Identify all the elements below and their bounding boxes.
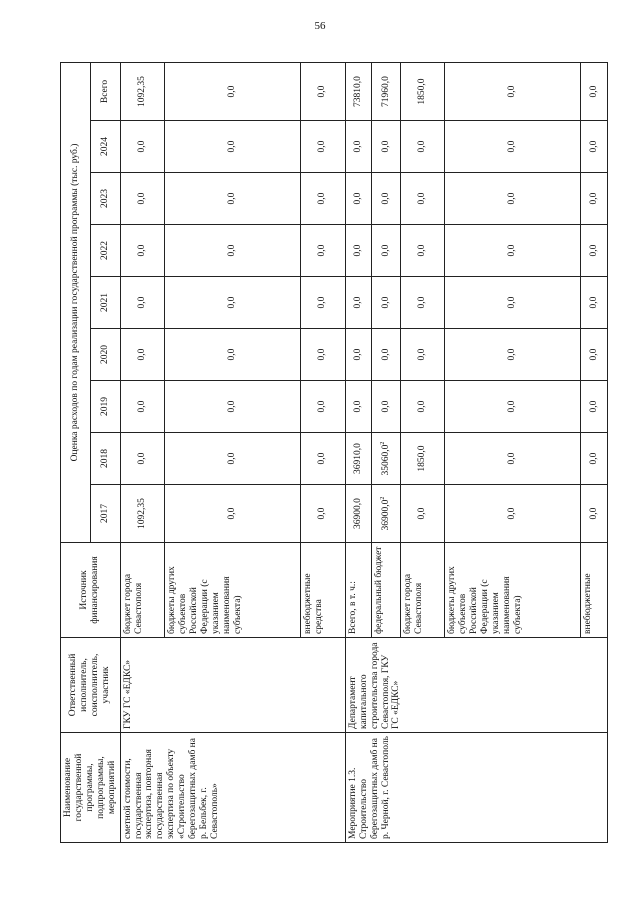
table-row (120, 62, 165, 842)
year-value (345, 432, 372, 484)
cell-value: 0,0 (417, 296, 428, 308)
year-value (120, 328, 165, 380)
cell-value: 0,0 (380, 296, 391, 308)
header-year: 2018 (90, 432, 120, 484)
header-year: 2019 (90, 380, 120, 432)
cell-value: 35060,0 (381, 444, 392, 475)
cell-value: 1850,0 (417, 444, 428, 472)
year-value (372, 484, 400, 542)
total-value (581, 62, 608, 120)
year-value (581, 484, 608, 542)
cell-value: 0,0 (507, 400, 518, 412)
cell-value: 0,0 (353, 192, 364, 204)
financing-source: внебюджетные средства (301, 542, 346, 637)
financing-source: федеральный бюджет (372, 542, 400, 637)
cell-value: 0,0 (507, 452, 518, 464)
total-value (301, 62, 346, 120)
header-name: Наименование государственной программы, подпрограммы, мероприятий (61, 732, 121, 842)
cell-value: 0,0 (227, 140, 238, 152)
cell-value: 0,0 (317, 348, 328, 360)
header-total: Всего (90, 62, 120, 120)
year-value (372, 120, 400, 172)
cell-value: 0,0 (507, 192, 518, 204)
cell-value: 0,0 (588, 85, 599, 97)
cell-value: 0,0 (137, 348, 147, 360)
year-value (372, 432, 400, 484)
cell-value: 71960,0 (380, 75, 391, 107)
financing-source: бюджеты других субъектов Российской Федерации (с указанием наименования субъекта) (445, 542, 581, 637)
measure-name: сметной стоимости, государственная экспертиза, повторная государственная экспертиза по объекту «Строительство берегозащитных дамб на р. Бельбек, г. Севастополь» (120, 732, 345, 842)
year-value (345, 276, 372, 328)
cell-value: 0,0 (588, 140, 599, 152)
header-year: 2023 (90, 172, 120, 224)
year-value (581, 328, 608, 380)
year-value (445, 432, 581, 484)
table-row (345, 62, 372, 842)
cell-value: 0,0 (137, 296, 147, 308)
page-number: 56 (314, 20, 326, 32)
cell-value: 0,0 (507, 244, 518, 256)
cell-value: 1092,35 (137, 75, 147, 107)
cell-value: 0,0 (317, 296, 328, 308)
total-value (165, 62, 301, 120)
footnote-mark: 2 (379, 496, 386, 500)
cell-value: 0,0 (137, 244, 147, 256)
total-value (445, 62, 581, 120)
year-value (301, 224, 346, 276)
header-responsible: Ответственный исполнитель, соисполнитель, участник (61, 637, 121, 732)
year-value (400, 432, 445, 484)
cell-value: 0,0 (227, 244, 238, 256)
year-value (345, 224, 372, 276)
cell-value: 0,0 (353, 296, 364, 308)
cell-value: 36900,0 (381, 499, 392, 530)
cell-value: 0,0 (588, 244, 599, 256)
year-value (445, 328, 581, 380)
year-value (400, 224, 445, 276)
cell-value: 0,0 (588, 507, 599, 519)
year-value (301, 432, 346, 484)
year-value (120, 484, 165, 542)
year-value (120, 172, 165, 224)
cell-value: 0,0 (417, 400, 428, 412)
year-value (345, 328, 372, 380)
header-row-1 (61, 62, 91, 842)
cell-value: 0,0 (507, 85, 518, 97)
year-value (400, 328, 445, 380)
year-value (165, 484, 301, 542)
cell-value: 0,0 (588, 348, 599, 360)
year-value (165, 380, 301, 432)
cell-value: 0,0 (317, 85, 328, 97)
cell-value: 0,0 (227, 452, 238, 464)
year-value (581, 120, 608, 172)
year-value (301, 120, 346, 172)
year-value (372, 328, 400, 380)
year-value (372, 276, 400, 328)
cell-value: 0,0 (417, 507, 428, 519)
cell-value: 0,0 (317, 140, 328, 152)
cell-value: 0,0 (317, 192, 328, 204)
cell-value: 0,0 (317, 507, 328, 519)
cell-value: 0,0 (137, 452, 147, 464)
total-value (345, 62, 372, 120)
header-estimate: Оценка расходов по годам реализации государственной программы (тыс. руб.) (61, 62, 91, 542)
year-value (581, 432, 608, 484)
cell-value: 1850,0 (417, 77, 428, 105)
year-value (400, 172, 445, 224)
year-value (400, 120, 445, 172)
cell-value: 0,0 (417, 348, 428, 360)
year-value (445, 172, 581, 224)
cell-value: 73810,0 (353, 75, 364, 107)
year-value (345, 120, 372, 172)
cell-value: 0,0 (317, 452, 328, 464)
cell-value: 0,0 (380, 348, 391, 360)
cell-value: 0,0 (353, 244, 364, 256)
year-value (581, 224, 608, 276)
cell-value: 0,0 (507, 348, 518, 360)
year-value (581, 276, 608, 328)
cell-value: 0,0 (417, 140, 428, 152)
cell-value: 36900,0 (353, 497, 364, 529)
total-value (372, 62, 400, 120)
year-value (581, 172, 608, 224)
cell-value: 0,0 (227, 296, 238, 308)
year-value (165, 328, 301, 380)
cell-value: 0,0 (353, 140, 364, 152)
cell-value: 0,0 (417, 244, 428, 256)
year-value (301, 276, 346, 328)
table-body (120, 62, 607, 842)
year-value (301, 380, 346, 432)
responsible-executor: Департамент капитального строительства города Севастополя, ГКУ ГС «ЕДКС» (345, 637, 607, 732)
header-year: 2021 (90, 276, 120, 328)
cell-value: 0,0 (507, 140, 518, 152)
cell-value: 0,0 (380, 192, 391, 204)
year-value (120, 380, 165, 432)
year-value (372, 172, 400, 224)
year-value (165, 432, 301, 484)
header-year: 2024 (90, 120, 120, 172)
header-year: 2020 (90, 328, 120, 380)
cell-value: 0,0 (227, 192, 238, 204)
cell-value: 0,0 (507, 296, 518, 308)
cell-value: 0,0 (227, 85, 238, 97)
cell-value: 0,0 (317, 400, 328, 412)
cell-value: 0,0 (417, 192, 428, 204)
cell-value: 0,0 (588, 192, 599, 204)
header-year: 2017 (90, 484, 120, 542)
cell-value: 1092,35 (137, 497, 147, 529)
year-value (345, 484, 372, 542)
year-value (120, 120, 165, 172)
cell-value: 0,0 (507, 507, 518, 519)
financing-source: бюджеты других субъектов Российской Федерации (с указанием наименования субъекта) (165, 542, 301, 637)
cell-value: 0,0 (380, 400, 391, 412)
cell-value: 0,0 (317, 244, 328, 256)
year-value (165, 276, 301, 328)
cell-value: 0,0 (137, 140, 147, 152)
footnote-mark: 2 (379, 441, 386, 445)
financing-source: бюджет города Севастополя (120, 542, 165, 637)
cell-value: 0,0 (380, 244, 391, 256)
year-value (581, 380, 608, 432)
cell-value: 0,0 (137, 192, 147, 204)
financing-source: внебюджетные (581, 542, 608, 637)
year-value (120, 276, 165, 328)
cell-value: 0,0 (588, 452, 599, 464)
cell-value: 0,0 (137, 400, 147, 412)
year-value (301, 172, 346, 224)
year-value (301, 484, 346, 542)
year-value (165, 224, 301, 276)
cell-value: 0,0 (227, 348, 238, 360)
financing-table (60, 61, 608, 842)
year-value (445, 380, 581, 432)
cell-value: 0,0 (588, 400, 599, 412)
cell-value: 0,0 (227, 400, 238, 412)
cell-value: 0,0 (227, 507, 238, 519)
year-value (345, 380, 372, 432)
header-source: Источник финансирования (61, 542, 121, 637)
total-value (120, 62, 165, 120)
year-value (301, 328, 346, 380)
year-value (120, 224, 165, 276)
year-value (445, 276, 581, 328)
year-value (372, 380, 400, 432)
year-value (120, 432, 165, 484)
rotated-table-wrapper (60, 63, 599, 843)
year-value (445, 120, 581, 172)
cell-value: 0,0 (588, 296, 599, 308)
year-value (400, 484, 445, 542)
year-value (345, 172, 372, 224)
responsible-executor: ГКУ ГС «ЕДКС» (120, 637, 345, 732)
financing-source: Всего, в т. ч.: (345, 542, 372, 637)
cell-value: 0,0 (380, 140, 391, 152)
year-value (445, 224, 581, 276)
financing-source: бюджет города Севастополя (400, 542, 445, 637)
year-value (400, 380, 445, 432)
year-value (400, 276, 445, 328)
cell-value: 36910,0 (353, 442, 364, 474)
year-value (165, 120, 301, 172)
cell-value: 0,0 (353, 348, 364, 360)
total-value (400, 62, 445, 120)
measure-name: Мероприятие 1.3. Строительство берегозащитных дамб на р. Черной, г. Севастополь (345, 732, 607, 842)
year-value (372, 224, 400, 276)
year-value (445, 484, 581, 542)
cell-value: 0,0 (353, 400, 364, 412)
header-year: 2022 (90, 224, 120, 276)
year-value (165, 172, 301, 224)
